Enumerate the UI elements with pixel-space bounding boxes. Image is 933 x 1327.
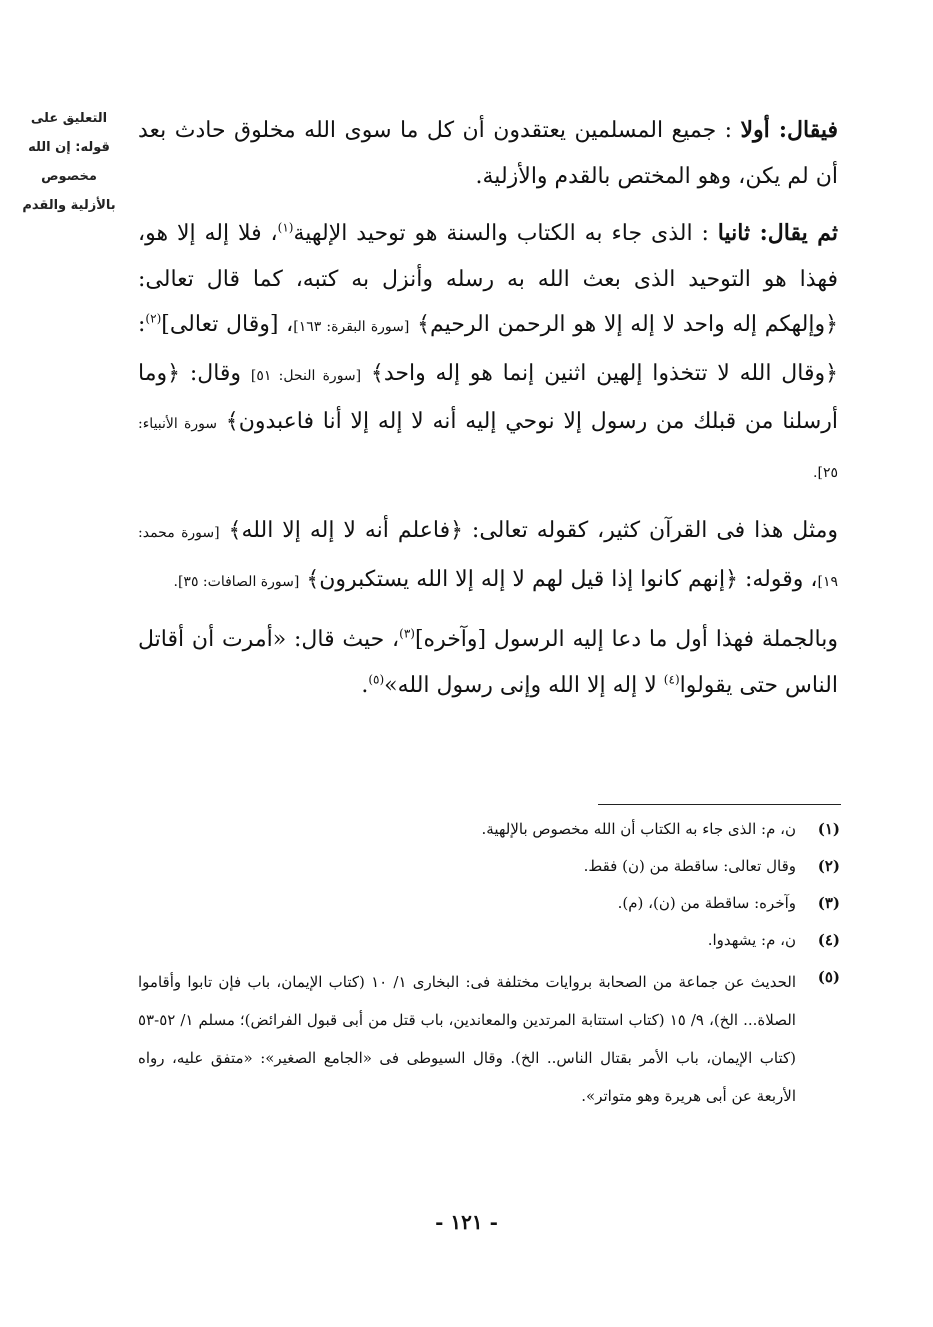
- margin-note-line: التعليق على: [30, 111, 108, 126]
- lead-phrase: ثم يقال: ثانيا: [717, 220, 839, 246]
- footnote-text: وآخره: ساقطة من (ن)، (م).: [617, 894, 796, 912]
- footnote: [138, 889, 840, 918]
- page-number: - ١٢١ -: [435, 1210, 498, 1234]
- paragraph-text: : الذى جاء به الكتاب والسنة هو توحيد الإلهية: [293, 221, 709, 246]
- footnote-number: (٢): [817, 857, 840, 875]
- quran-verse: ﴿إنهم كانوا إذا قيل لهم لا إله إلا الله يستكبرون﴾: [306, 566, 738, 592]
- footnotes: [138, 815, 840, 1123]
- paragraph-text: .: [361, 672, 369, 698]
- verse-reference: [سورة محمد: ١٩]: [138, 525, 838, 590]
- footnote-marker: (٣): [399, 626, 415, 641]
- paragraph-text: ، حيث قال: «أمرت أن أقاتل الناس حتى يقولوا: [138, 627, 838, 698]
- paragraph-text: ، فلا إله إلا هو، فهذا هو التوحيد الذى بعث الله به رسله وأنزل به كتبه، كما قال تعالى:: [138, 221, 838, 292]
- verse-reference: سورة الأنبياء: ٢٥].: [138, 416, 838, 481]
- margin-note: [16, 104, 122, 220]
- footnote-marker: (٤): [663, 672, 680, 687]
- quran-verse: ﴿وإلهكم إله واحد لا إله إلا هو الرحمن الرحيم﴾: [417, 312, 838, 337]
- quran-verse: ﴿وقال الله لا تتخذوا إلهين اثنين إنما هو إله واحد﴾: [370, 360, 838, 386]
- verse-reference: [سورة النحل: ٥١]: [250, 367, 362, 384]
- footnote-marker: (٥): [368, 672, 385, 687]
- footnote-text: وقال تعالى: ساقطة من (ن) فقط.: [583, 857, 796, 875]
- footnote-number: (٣): [817, 894, 840, 912]
- paragraph-1: [138, 108, 838, 199]
- verse-reference: [سورة البقرة: ١٦٣]: [293, 319, 410, 335]
- paragraph-text: وبالجملة فهذا أول ما دعا إليه الرسول [وآخره]: [414, 627, 838, 652]
- footnote-separator: [598, 804, 841, 805]
- footnote-marker: (١): [277, 220, 294, 235]
- verse-reference: [سورة الصافات: ٣٥].: [173, 573, 300, 590]
- paragraph-text: ، وقوله:: [744, 566, 818, 592]
- paragraph-text: ومثل هذا فى القرآن كثير، كقوله تعالى:: [471, 518, 839, 543]
- footnote: [138, 815, 840, 844]
- footnote: [138, 926, 840, 955]
- main-text: [138, 108, 838, 708]
- footnote-number: (١): [817, 820, 840, 838]
- paragraph-2: [138, 211, 838, 496]
- footnote-number: (٤): [817, 931, 840, 949]
- footnote-text: الحديث عن جماعة من الصحابة بروايات مختلفة فى: البخارى ١/ ١٠ (كتاب الإيمان، باب فإن تابوا وأقاموا الصلاة... الخ)، ٩/ ١٥ (كتاب استتابة المرتدين والمعاندين، باب قتل من أبى قبول الفرائض)؛ مسلم ١/ ٥٢-٥٣ (كتاب الإيمان، باب الأمر بقتال الناس.. الخ). وقال السيوطى فى «الجامع الصغير»: «متفق عليه، رواه الأربعة عن أبى هريرة وهو متواتر».: [138, 973, 796, 1105]
- footnote-text: ن، م: الذى جاء به الكتاب أن الله مخصوص بالإلهية.: [481, 820, 796, 838]
- quran-verse: ﴿وما أرسلنا من قبلك من رسول إلا نوحي إليه أنه لا إله إلا أنا فاعبدون﴾: [138, 360, 838, 434]
- footnote: [138, 963, 840, 1115]
- margin-note-line: بالأزلية والقدم: [22, 198, 116, 213]
- lead-phrase: فيقال: أولا: [740, 117, 838, 143]
- paragraph-3: [138, 508, 838, 605]
- paragraph-text: وقال:: [189, 360, 242, 386]
- footnote-text: ن، م: يشهدوا.: [707, 931, 796, 949]
- margin-note-line: مخصوص: [41, 169, 97, 184]
- paragraph-4: [138, 617, 838, 708]
- paragraph-text: ، [وقال تعالى]: [161, 312, 294, 337]
- footnote-number: (٥): [817, 968, 840, 986]
- paragraph-text: لا إله إلا الله وإنى رسول الله»: [384, 672, 657, 698]
- footnote: [138, 852, 840, 881]
- margin-note-line: قوله: إن الله: [28, 140, 110, 155]
- paragraph-text: :: [138, 312, 146, 337]
- footnote-marker: (٢): [145, 311, 162, 326]
- paragraph-text: : جميع المسلمين يعتقدون أن كل ما سوى الله مخلوق حادث بعد أن لم يكن، وهو المختص بالقدم والأزلية.: [138, 118, 838, 189]
- quran-verse: ﴿فاعلم أنه لا إله إلا الله﴾: [228, 518, 463, 543]
